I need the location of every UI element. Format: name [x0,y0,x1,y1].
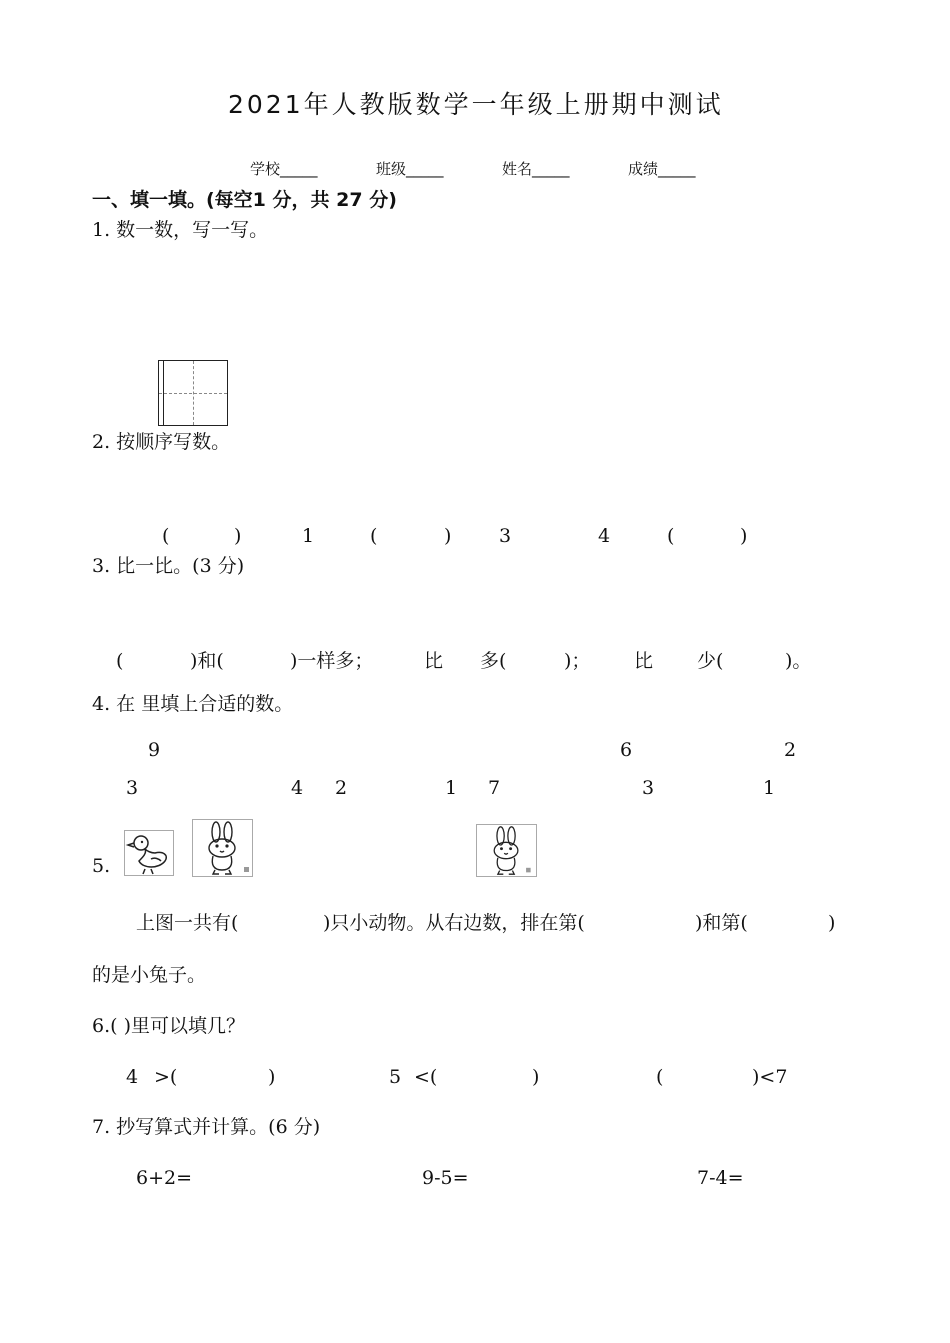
q2-item: 1 [302,525,315,547]
q2-item: ) [444,525,452,547]
q6-item: ( [656,1066,664,1088]
school-field: 学校_____ [250,160,318,178]
rabbit-picture [476,824,537,877]
q2-item: ( [667,525,675,547]
q3-text: 少( [697,650,724,672]
rabbit-icon [477,825,536,876]
q6-item: )<7 [752,1066,788,1088]
q4-number: 2 [784,739,797,761]
q4-number: 3 [642,777,655,799]
q4-number: 6 [620,739,633,761]
q4-number: 3 [126,777,139,799]
duck-icon [125,831,173,875]
q4-number: 4 [291,777,304,799]
q5-text: )只小动物。从右边数，排在第( [323,912,585,934]
equation: 7-4= [697,1167,744,1189]
q4-number: 7 [488,777,501,799]
duck-picture [124,830,174,876]
q4-number: 1 [763,777,776,799]
equation: 9-5= [422,1167,469,1189]
q4-number: 1 [445,777,458,799]
q2-item: 4 [598,525,611,547]
class-field: 班级_____ [376,160,444,178]
q3-text: 多( [480,650,507,672]
question-3-label: 3. 比一比。(3 分) [92,555,245,577]
q3-text: )； [564,650,591,672]
q4-number: 9 [148,739,161,761]
question-1-label: 1. 数一数，写一写。 [92,219,269,241]
score-field: 成绩_____ [628,160,696,178]
q3-text: ( [116,650,124,672]
q4-number: 2 [335,777,348,799]
equation: 6+2= [136,1167,193,1189]
page-title: 2021年人教版数学一年级上册期中测试 [228,90,724,119]
q2-item: ) [740,525,748,547]
q6-item: ) [268,1066,276,1088]
q6-item: 4 [126,1066,139,1088]
q3-text: 比 [424,650,444,672]
q6-item: ) [532,1066,540,1088]
question-5-label: 5. [92,855,111,877]
question-4-label: 4. 在 里填上合适的数。 [92,693,294,715]
q3-text: )一样多； [290,650,374,672]
q6-item: 5 [389,1066,402,1088]
q6-item: <( [414,1066,438,1088]
question-7-label: 7. 抄写算式并计算。(6 分) [92,1116,321,1138]
q5-text: ) [828,912,836,934]
q5-text: 上图一共有( [136,912,239,934]
q2-item: ) [234,525,242,547]
q2-item: 3 [499,525,512,547]
q3-text: )。 [785,650,812,672]
q6-item: >( [154,1066,178,1088]
question-2-label: 2. 按顺序写数。 [92,431,231,453]
q2-item: ( [162,525,170,547]
rabbit-picture [192,819,253,877]
q3-text: 比 [634,650,654,672]
q2-item: ( [370,525,378,547]
writing-grid-box [158,360,228,426]
q5-text: 的是小兔子。 [92,964,207,986]
name-field: 姓名_____ [502,160,570,178]
section-heading: 一、填一填。(每空1 分，共 27 分) [92,189,397,211]
question-6-label: 6.( )里可以填几？ [92,1015,245,1037]
rabbit-icon [193,820,252,876]
q5-text: )和第( [695,912,748,934]
q3-text: )和( [190,650,224,672]
